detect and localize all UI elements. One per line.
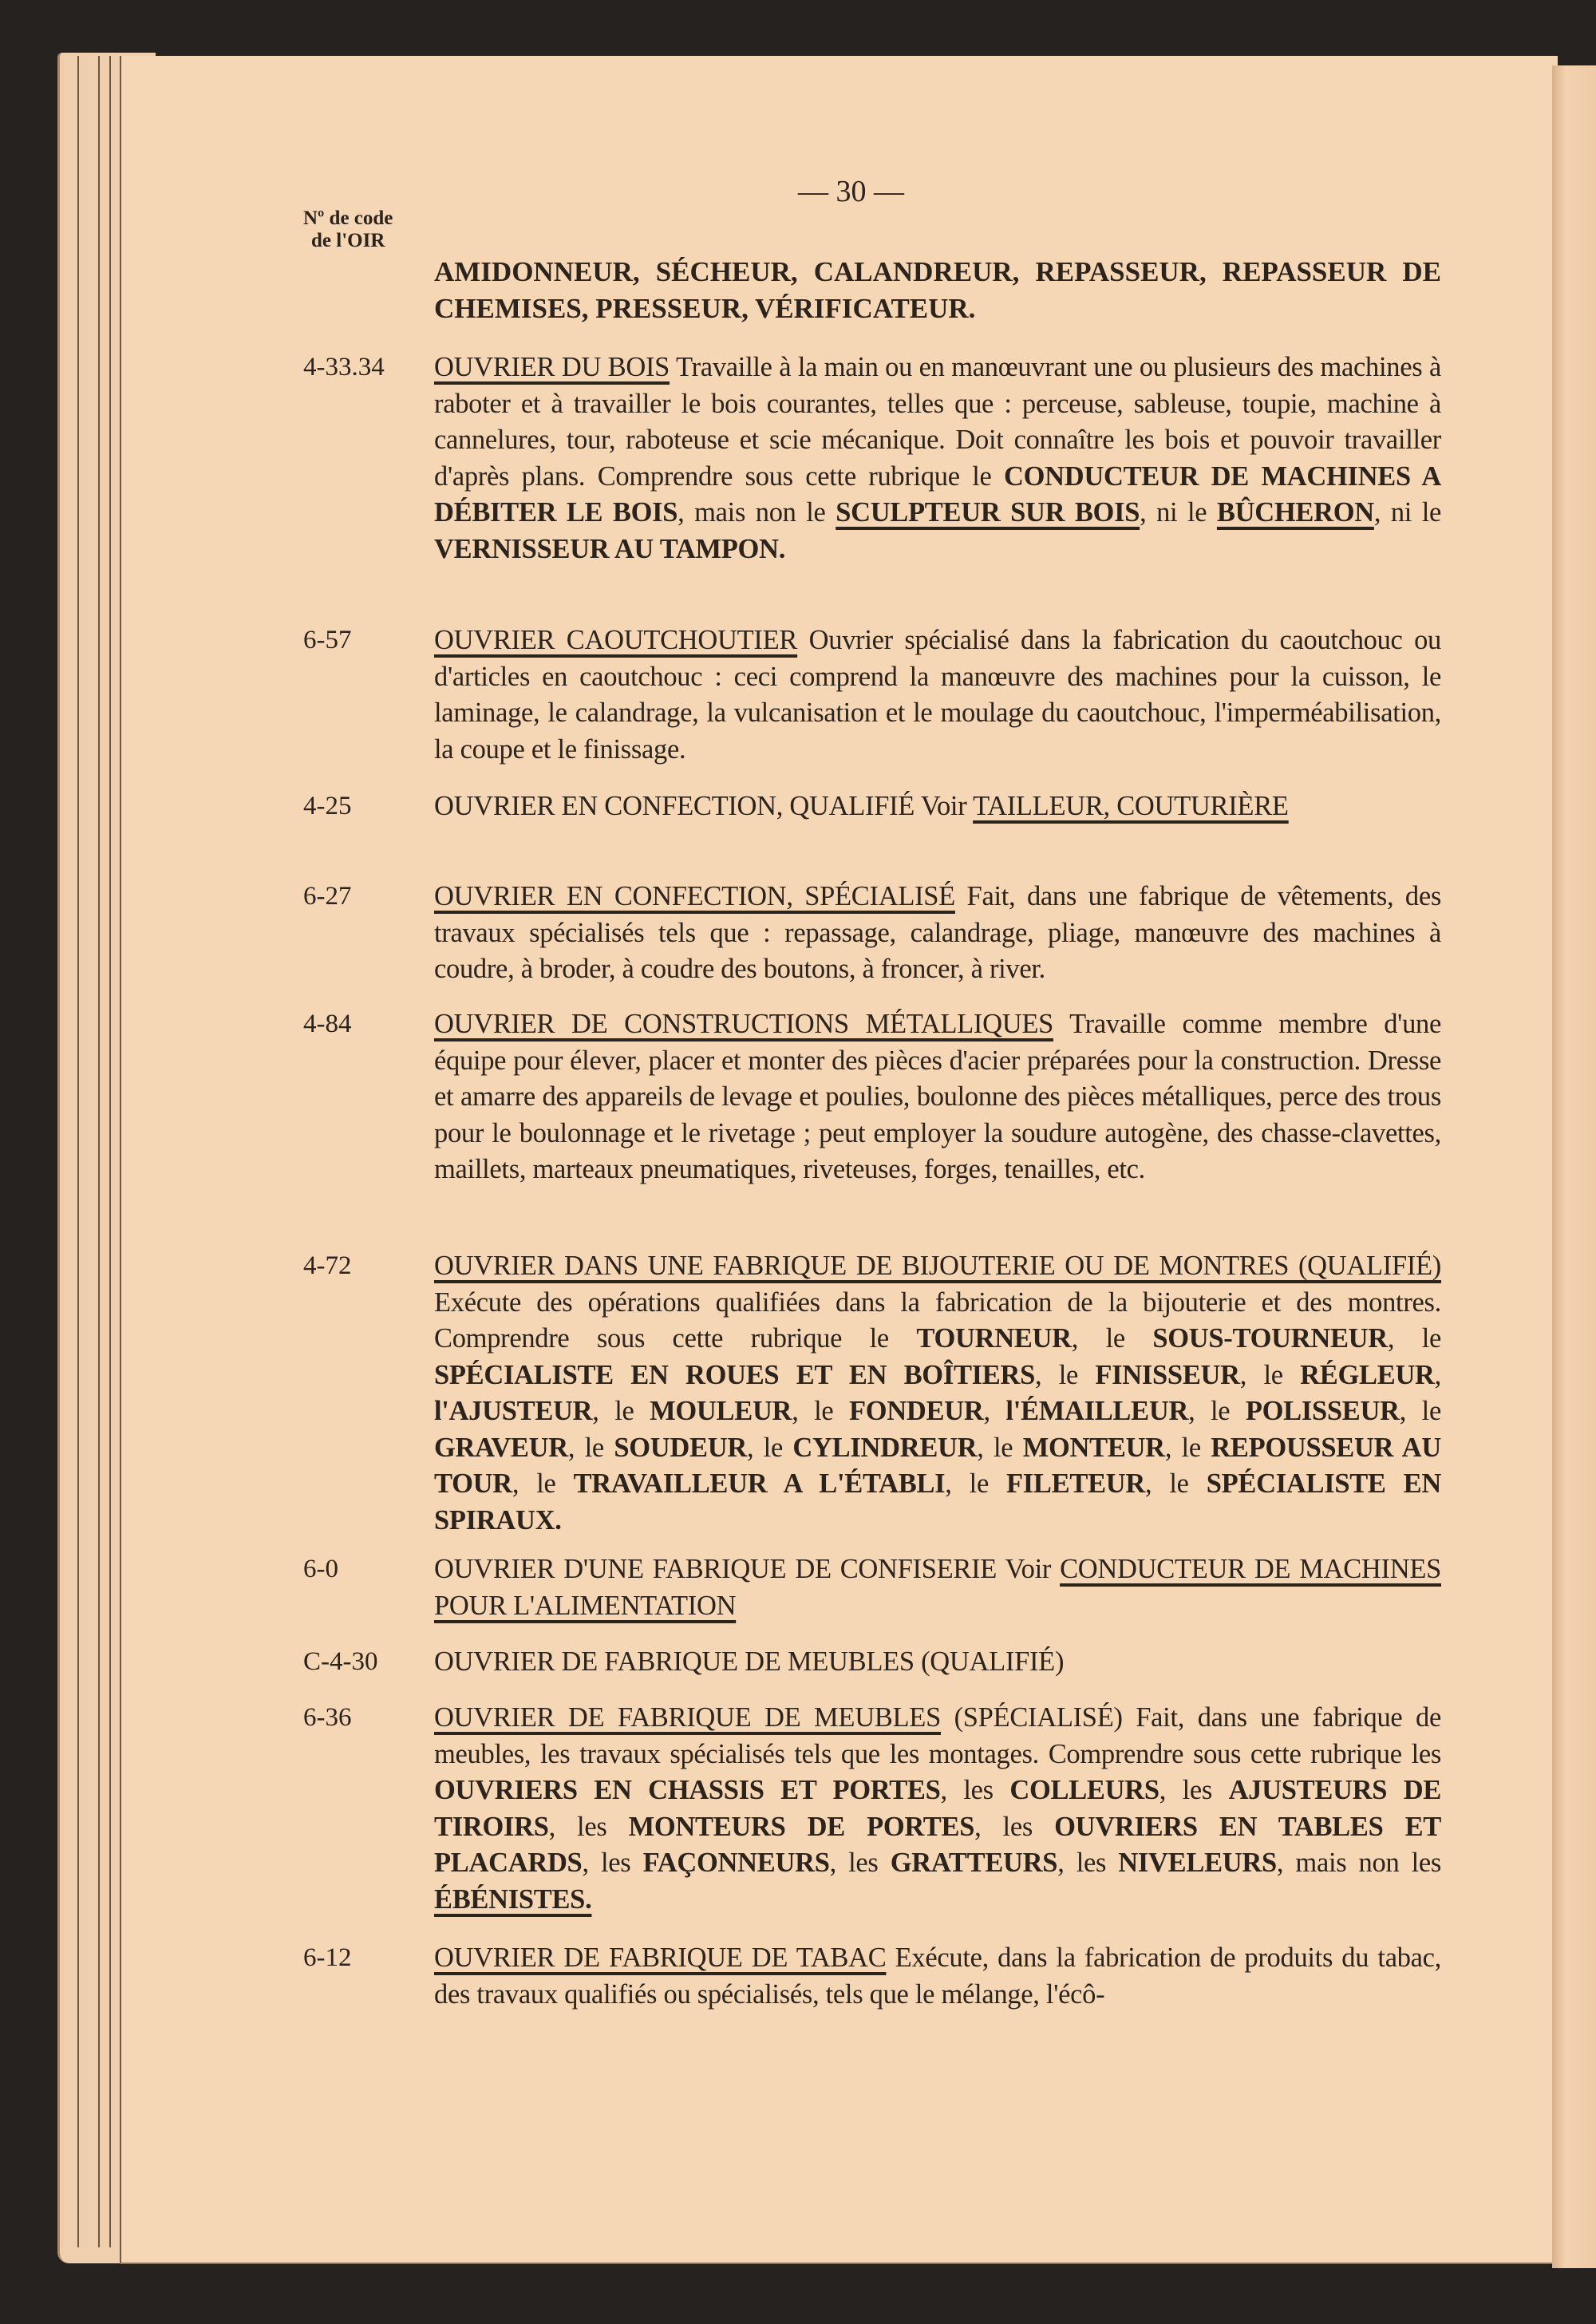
entry-term: SPÉCIALISTE EN SPIRAUX. (434, 1468, 1442, 1536)
entry-term: RÉGLEUR (1300, 1359, 1435, 1390)
entry-text: , les (1159, 1775, 1229, 1805)
entry-term: CYLINDREUR (792, 1432, 978, 1463)
entry-body (434, 788, 1441, 825)
entry-text: OUVRIER EN CONFECTION, QUALIFIÉ (434, 791, 915, 821)
entry-code: 6-57 (303, 626, 352, 654)
entry-text: , les (940, 1775, 1010, 1805)
continuation-text: AMIDONNEUR, SÉCHEUR, CALANDREUR, REPASSEUR, REPASSEUR DE CHEMISES, PRESSEUR, VÉRIFICATEUR. (434, 256, 1441, 324)
entry-code: 6-27 (303, 882, 352, 911)
entry-text: , le (567, 1432, 614, 1463)
entry-text: Travaille comme membre d'une équipe pour élever, placer et monter des pièces d'acier préparées pour la construction. Dresse et amarre des appareils de levage et poulies, boulonne des pièces métalliques, perce des trous pour le boulonnage et le rivetage ; peut employer la soudure autogène, des chasse-clavettes, maillets, marteaux pneumatiques, riveteuses, forges, tenailles, etc. (434, 1009, 1441, 1184)
entry-term: AJUSTEURS DE TIROIRS (434, 1775, 1442, 1842)
entry-text: , le (945, 1468, 1007, 1499)
entry (303, 1551, 1441, 1624)
entry-text: , le (1071, 1323, 1153, 1354)
entry-term: BÛCHERON (1216, 497, 1374, 528)
entry-body (434, 879, 1441, 988)
entry-code: 6-36 (303, 1703, 352, 1732)
entry-term: l'ÉMAILLEUR (1005, 1396, 1189, 1426)
entry (303, 622, 1441, 768)
entry-term: OUVRIER EN CONFECTION, SPÉCIALISÉ (434, 881, 955, 911)
entry-term: TAILLEUR, COUTURIÈRE (973, 791, 1289, 821)
entry-code: 4-25 (303, 792, 352, 820)
entry-code: 6-0 (303, 1555, 338, 1583)
entry-text: , le (1145, 1468, 1207, 1499)
entry-text: , les (1057, 1848, 1119, 1878)
entry-term: FONDEUR (849, 1396, 984, 1426)
entry-text: Fait, dans une fabrique de vêtements, des travaux spécialisés tels que : repassage, calandrage, pliage, manœuvre des machines à coudre, à broder, à coudre des boutons, à froncer, à river. (434, 881, 1441, 984)
entry-body (434, 350, 1441, 567)
entry-term: CONDUCTEUR DE MACHINES A DÉBITER LE BOIS (434, 460, 1441, 528)
entry-text: , les (548, 1811, 629, 1842)
entry-term: REPOUSSEUR AU TOUR (434, 1432, 1441, 1499)
entry (303, 350, 1441, 567)
entry (303, 1248, 1441, 1539)
entry-text: , le (746, 1432, 793, 1463)
entry-term: ÉBÉNISTES. (434, 1883, 592, 1915)
entry-text: , mais non les (1276, 1848, 1441, 1878)
entry-text: , le (1035, 1359, 1096, 1390)
entry (303, 1940, 1441, 2013)
entry-term: TOURNEUR (916, 1323, 1072, 1354)
entry-code: 4-72 (303, 1251, 352, 1280)
entry-body (434, 622, 1441, 768)
entry (303, 1644, 1441, 1681)
code-column-header (303, 208, 393, 252)
entry-term: SCULPTEUR SUR BOIS (836, 497, 1140, 528)
entry-text: , ni le (1373, 497, 1442, 528)
entry-term: MONTEUR (1022, 1432, 1165, 1463)
entry-term: FILETEUR (1006, 1468, 1146, 1499)
entry-term: NIVELEURS (1118, 1848, 1277, 1878)
entry-text: , (1434, 1359, 1441, 1390)
entry-code: 4-84 (303, 1010, 352, 1038)
entry-text: OUVRIER D'UNE FABRIQUE DE CONFISERIE (434, 1554, 998, 1584)
entry-text: , le (1164, 1432, 1211, 1463)
entry-text: , ni le (1140, 497, 1217, 528)
entry-text: Voir (997, 1554, 1061, 1584)
entry-text: , le (512, 1468, 574, 1499)
entry-body (434, 1248, 1441, 1539)
entry-body (434, 1940, 1441, 2013)
entry-text: , le (592, 1396, 650, 1426)
entry-term: TRAVAILLEUR A L'ÉTABLI (573, 1468, 946, 1499)
entry-text: Travaille à la main ou en manœuvrant une ou plusieurs des machines à raboter et à travailler le bois courantes, telles que : perceuse, sableuse, toupie, machine à cannelures, tour, raboteuse et scie mécanique. Doit connaître les bois et pouvoir travailler d'après plans. Comprendre sous cette rubrique le (434, 352, 1441, 492)
entry (303, 1006, 1441, 1188)
entry-term: VERNISSEUR AU TAMPON. (434, 533, 786, 564)
entry-term: l'AJUSTEUR (434, 1396, 593, 1426)
entry-term: GRAVEUR (434, 1432, 568, 1463)
entry-term: OUVRIER DU BOIS (434, 352, 670, 382)
entry-text: , mais non le (678, 497, 836, 528)
entry-text: , le (792, 1396, 849, 1426)
entry-term: OUVRIERS EN CHASSIS ET PORTES (434, 1775, 941, 1805)
entry-term: SPÉCIALISTE EN ROUES ET EN BOÎTIERS (434, 1359, 1036, 1390)
entry-body (434, 1551, 1441, 1624)
code-header-line1: Nº de code (303, 208, 393, 229)
entry-term: OUVRIER DANS UNE FABRIQUE DE BIJOUTERIE OU DE MONTRES (QUALIFIÉ) (434, 1251, 1441, 1281)
entry-text: , le (1387, 1323, 1442, 1354)
entry-term: CONDUCTEUR DE MACHINES POUR L'ALIMENTATION (434, 1554, 1441, 1621)
entry-term: OUVRIER DE FABRIQUE DE TABAC (434, 1943, 887, 1973)
entry-text: Ouvrier spécialisé dans la fabrication du caoutchouc ou d'articles en caoutchouc : ceci comprend la manœuvre des machines pour la cuisson, le laminage, le calandrage, la vulcanisation et le moulage du caoutchouc, l'imperméabilisation, la coupe et le finissage. (434, 625, 1442, 765)
entry-term: OUVRIERS EN TABLES ET PLACARDS (434, 1811, 1442, 1878)
entry-text: , les (582, 1848, 643, 1878)
entry-text: , les (829, 1848, 891, 1878)
entry-text: (SPÉCIALISÉ) Fait, dans une fabrique de meubles, les travaux spécialisés tels que les montages. Comprendre sous cette rubrique les (434, 1702, 1442, 1769)
entry-text: , le (1239, 1359, 1301, 1390)
entry-text: , (983, 1396, 1006, 1426)
entry-text: Voir (915, 791, 974, 821)
entry (303, 788, 1441, 825)
entry-term: FAÇONNEURS (642, 1848, 830, 1878)
entry-body (434, 1644, 1441, 1681)
entry-text: , le (1399, 1396, 1441, 1426)
entry-body (434, 1006, 1441, 1188)
entry-term: MONTEURS DE PORTES (628, 1811, 975, 1842)
next-page-edge (1552, 65, 1596, 2268)
entry-term: COLLEURS (1009, 1775, 1159, 1805)
entry-text: , les (974, 1811, 1055, 1842)
entry-text: , le (977, 1432, 1023, 1463)
entry-code: 4-33.34 (303, 353, 385, 381)
entry-term: GRATTEURS (890, 1848, 1058, 1878)
entry-term: SOUS-TOURNEUR (1152, 1323, 1388, 1354)
entry (303, 879, 1441, 988)
page-number: — 30 — (798, 175, 904, 208)
entry (303, 1700, 1441, 1918)
entry-code: 6-12 (303, 1943, 352, 1972)
entry-term: SOUDEUR (614, 1432, 747, 1463)
entry-text: Exécute, dans la fabrication de produits du tabac, des travaux qualifiés ou spécialisés, tels que le mélange, l'écô- (434, 1943, 1442, 2010)
entry-text: Exécute des opérations qualifiées dans la fabrication de la bijouterie et des montres. Comprendre sous cette rubrique le (434, 1286, 1441, 1354)
entry-text: , le (1188, 1396, 1246, 1426)
entry-term: OUVRIER CAOUTCHOUTIER (434, 625, 798, 655)
entry-text: OUVRIER DE FABRIQUE DE MEUBLES (QUALIFIÉ) (434, 1646, 1065, 1677)
entry-term: OUVRIER DE CONSTRUCTIONS MÉTALLIQUES (434, 1009, 1053, 1039)
entry-term: FINISSEUR (1095, 1359, 1240, 1390)
entry-body (434, 1700, 1441, 1918)
entry-term: MOULEUR (650, 1396, 792, 1426)
code-header-line2: de l'OIR (311, 230, 385, 251)
entry-code: C-4-30 (303, 1647, 378, 1676)
entry-term: POLISSEUR (1245, 1396, 1400, 1426)
entry-term: OUVRIER DE FABRIQUE DE MEUBLES (434, 1702, 941, 1733)
